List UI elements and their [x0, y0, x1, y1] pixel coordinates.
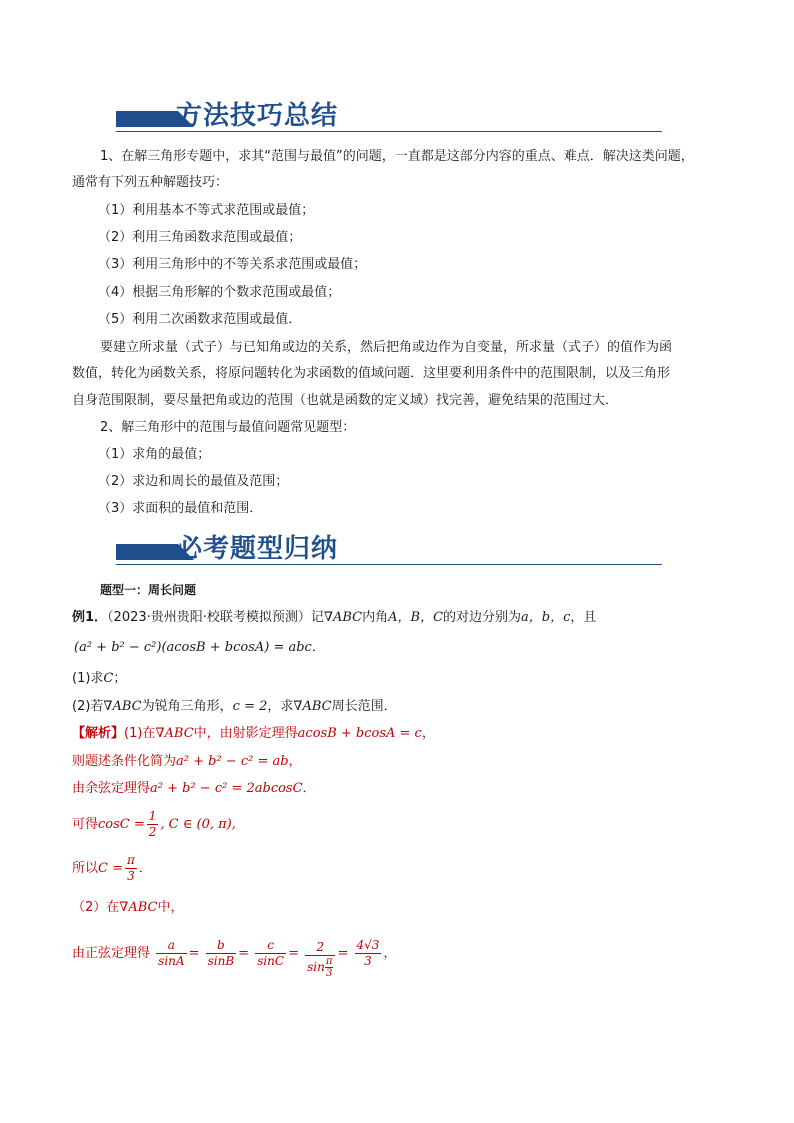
text: ， [288, 754, 302, 769]
solution-line-1 [72, 724, 435, 744]
variable: C [103, 671, 114, 686]
header-bar [116, 111, 178, 127]
text: (2)若 [72, 699, 104, 714]
denominator [305, 956, 335, 979]
numerator: c [255, 938, 286, 954]
denominator: sinC [257, 954, 285, 968]
triangle-symbol: ∇ABC [293, 699, 332, 714]
text: (1)在 [124, 726, 156, 741]
summary-paragraph-3: 2、解三角形中的范围与最值问题常见题型： [100, 420, 356, 435]
summary-paragraph-1a: 1、在解三角形专题中，求其“范围与最值”的问题，一直都是这部分内容的重点、难点．解决这类问题， [100, 149, 694, 164]
text: 周长范围． [331, 699, 397, 714]
denominator: 3 [364, 954, 372, 968]
equation: a² + b² − c² = 2abcosC [150, 781, 303, 796]
text: 由余弦定理得 [72, 781, 151, 796]
equation-lhs: cosC = [98, 817, 145, 832]
summary-paragraph-2c: 自身范围限制，要尽量把角或边的范围（也就是函数的定义域）找完善，避免结果的范围过大． [72, 393, 619, 408]
header-rule [116, 131, 662, 132]
triangle-symbol: ∇ABC [155, 726, 194, 741]
equation: (a² + b² − c²)(acosB + bcosA) = abc [74, 640, 312, 655]
fraction-pi-over-3 [125, 853, 137, 884]
text: (1)求 [72, 671, 104, 686]
solution-bracket-label: 【解析】 [72, 726, 125, 741]
text: ，求 [267, 699, 294, 714]
solution-line-4 [72, 808, 236, 842]
question-2 [72, 697, 397, 717]
triangle-symbol: ∇ABC [323, 610, 363, 625]
fraction-b-over-sinB [206, 938, 237, 969]
section-header-methods [116, 92, 662, 132]
denominator: 3 [127, 869, 135, 883]
denominator: sinA [158, 954, 185, 968]
text: 的对边分别为 [443, 610, 522, 625]
problem-type-3: （3）求面积的最值和范围． [98, 501, 263, 516]
numerator: 2 [305, 940, 335, 956]
text: ． [138, 861, 152, 876]
sin-label: sin [307, 960, 325, 974]
text: 内角 [362, 610, 389, 625]
text: ， [421, 726, 435, 741]
question-type-label: 题型一：周长问题 [100, 583, 197, 597]
text: ， [383, 946, 397, 961]
numerator: a [156, 938, 186, 954]
equals-sign: = [238, 946, 250, 961]
text: ． [302, 781, 316, 796]
example-statement [72, 608, 596, 628]
summary-paragraph-2b: 数值，转化为函数关系，将原问题转化为求函数的值域问题．这里要利用条件中的范围限制，以及三角形 [72, 366, 671, 381]
header-bar [116, 544, 178, 560]
fraction-c-over-sinC [255, 938, 286, 969]
condition-equation [74, 638, 325, 658]
solution-line-3 [72, 779, 316, 799]
text: ； [113, 671, 127, 686]
equation-rest: , C ∈ (0, π), [160, 817, 236, 832]
numerator: b [206, 938, 237, 954]
equals-sign: = [288, 946, 299, 961]
section-title: 必考题型归纳 [176, 534, 339, 564]
triangle-symbol: ∇ABC [119, 900, 158, 915]
numerator: π [127, 853, 135, 867]
equals-sign: = [188, 946, 200, 961]
solution-line-6 [72, 898, 184, 918]
nested-fraction-pi-over-3 [325, 956, 334, 979]
equation-lhs: C = [98, 861, 123, 876]
equals-sign: = [337, 946, 349, 961]
solution-line-7 [72, 928, 396, 980]
text: ，且 [570, 610, 597, 625]
section-header-question-types [116, 525, 662, 565]
text: ． [311, 640, 325, 655]
section-title: 方法技巧总结 [176, 101, 339, 131]
denominator: 2 [148, 825, 157, 839]
text: 则题述条件化简为 [72, 754, 177, 769]
summary-paragraph-2a: 要建立所求量（式子）与已知角或边的关系，然后把角或边作为自变量，所求量（式子）的值作为函 [100, 340, 673, 355]
denominator: sinB [207, 954, 235, 968]
solution-line-2 [72, 752, 302, 772]
numerator: π [325, 956, 333, 967]
example-label: 例1． [72, 610, 108, 625]
fraction-2-over-sin-pi-3 [305, 940, 335, 979]
fraction-a-over-sinA [156, 938, 186, 969]
summary-paragraph-1b: 通常有下列五种解题技巧： [72, 175, 229, 190]
numerator: 1 [148, 809, 157, 823]
equation: acosB + bcosA = c [297, 726, 422, 741]
text: 可得 [72, 817, 99, 832]
equation: c = 2 [232, 699, 268, 714]
technique-item-4: （4）根据三角形解的个数求范围或最值； [98, 285, 341, 300]
technique-item-2: （2）利用三角函数求范围或最值； [98, 230, 302, 245]
technique-item-1: （1）利用基本不等式求范围或最值； [98, 203, 315, 218]
solution-line-5 [72, 852, 152, 886]
problem-type-2: （2）求边和周长的最值及范围； [98, 474, 289, 489]
triangle-symbol: ∇ABC [103, 699, 142, 714]
text: 中， [157, 900, 184, 915]
header-rule [116, 564, 662, 565]
text: 由正弦定理得 [72, 946, 151, 961]
equation: a² + b² − c² = ab [176, 754, 289, 769]
angles: A，B，C [388, 610, 444, 625]
denominator: 3 [325, 968, 333, 979]
text: （2）在 [72, 900, 120, 915]
numerator: 4√3 [356, 938, 380, 952]
fraction-one-half [147, 809, 159, 840]
text: 中，由射影定理得 [193, 726, 298, 741]
technique-item-5: （5）利用二次函数求范围或最值． [98, 312, 302, 327]
sides: a，b，c [521, 610, 571, 625]
example-source: （2023·贵州贵阳·校联考模拟预测）记 [107, 610, 324, 625]
fraction-4root3-over-3 [355, 938, 382, 969]
technique-item-3: （3）利用三角形中的不等关系求范围或最值； [98, 257, 367, 272]
text: 所以 [72, 861, 99, 876]
question-1 [72, 669, 126, 689]
problem-type-1: （1）求角的最值； [98, 447, 211, 462]
text: 为锐角三角形， [141, 699, 233, 714]
